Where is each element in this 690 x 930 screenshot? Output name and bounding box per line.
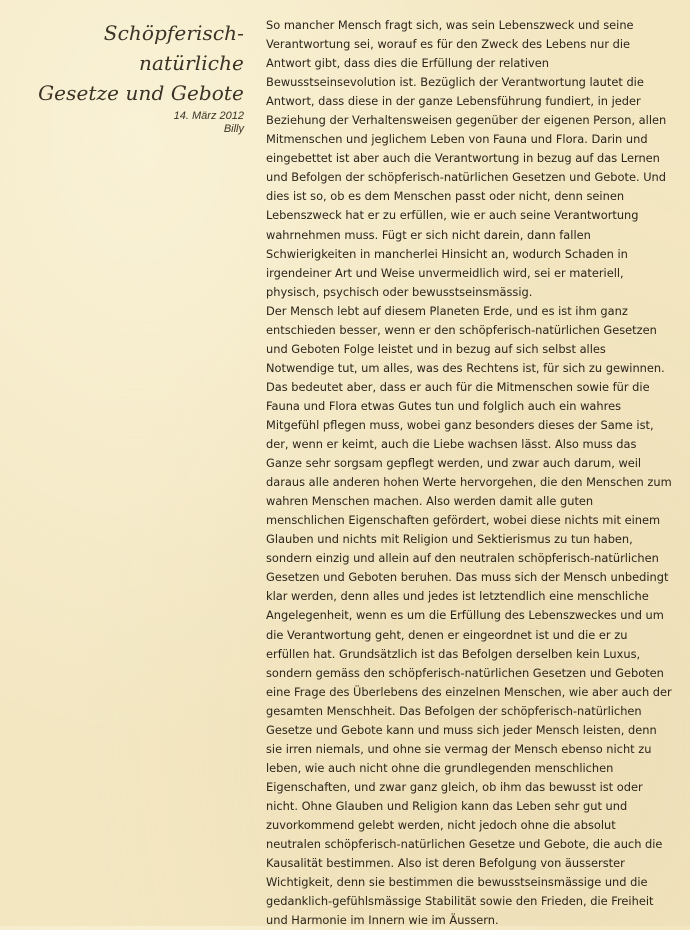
article-author: Billy [223,123,244,135]
article-title [0,18,244,108]
article-paragraph: Der Mensch lebt auf diesem Planeten Erde, und es ist ihm ganz entschieden besser, wenn er den schöpferisch-natürlichen Gesetzen und Geboten Folge leistet und in bezug auf sich selbst alles Notwendige tut, um alles, was des Rechtens ist, für sich zu gewinnen. Das bedeutet aber, dass er auch für die Mitmenschen sowie für die Fauna und Flora etwas Gutes tun und folglich auch ein wahres Mitgefühl pflegen muss, wobei ganz besonders dieses der Same ist, der, wenn er keimt, auch die Liebe wachsen lässt. Also muss das Ganze sehr sorgsam gepflegt werden, und zwar auch darum, weil daraus alle anderen hohen Werte hervorgehen, die den Menschen zum wahren Menschen machen. Also werden damit alle guten menschlichen Eigenschaften gefördert, wobei diese nichts mit einem Glauben und nichts mit Religion und Sektierismus zu tun haben, sondern einzig und allein auf den neutralen schöpferisch-natürlichen Gesetzen und Geboten beruhen. Das muss sich der Mensch unbedingt klar werden, denn alles und jedes ist letztendlich eine menschliche Angelegenheit, wenn es um die Erfüllung des Lebenszweckes und um die Verantwortung geht, denen er eingeordnet ist und die er zu erfüllen hat. Grundsätzlich ist das Befolgen derselben kein Luxus, sondern gemäss den schöpferisch-natürlichen Gesetzen und Geboten eine Frage des Überlebens des einzelnen Menschen, wie aber auch der gesamten Menschheit. Das Befolgen der schöpferisch-natürlichen Gesetze und Gebote kann und muss sich jeder Mensch leisten, denn sie irren niemals, und ohne sie vermag der Mensch ebenso nicht zu leben, wie auch nicht ohne die grundlegenden menschlichen Eigenschaften, und zwar ganz gleich, ob ihm das bewusst ist oder nicht. Ohne Glauben und Religion kann das Leben sehr gut und zuvorkommend gelebt werden, nicht jedoch ohne die absolut neutralen schöpferisch-natürlichen Gesetze und Gebote, die auch die Kausalität bestimmen. Also ist deren Befolgung von äusserster Wichtigkeit, denn sie bestimmen die bewusstseinsmässige und die gedanklich-gefühlsmässige Stabilität sowie den Frieden, die Freiheit und Harmonie im Innern wie im Äussern. [266,303,672,928]
article-title-line-2: Gesetze und Gebote [38,81,244,105]
article-title-line-1: Schöpferisch-natürliche [103,21,244,75]
article-body [266,16,674,930]
article-meta [0,110,244,136]
article-date: 14. März 2012 [173,110,244,122]
article-paragraph: So mancher Mensch fragt sich, was sein Lebenszweck und seine Verantwortung sei, worauf es für den Zweck des Lebens nur die Antwort gibt, dass dies die Erfüllung der relativen Bewusstseinsevolution ist. Bezüglich der Verantwortung lautet die Antwort, dass diese in der ganze Lebensführung fundiert, in jeder Beziehung der Verhaltensweisen gegenüber der eigenen Person, allen Mitmenschen und jeglichem Leben von Fauna und Flora. Darin und eingebettet ist aber auch die Verantwortung in bezug auf das Lernen und Befolgen der schöpferisch-natürlichen Gesetzen und Gebote. Und dies ist so, ob es dem Menschen passt oder nicht, denn seinen Lebenszweck hat er zu erfüllen, wie er auch seine Verantwortung wahrnehmen muss. Fügt er sich nicht darein, dann fallen Schwierigkeiten in mancherlei Hinsicht an, wodurch Schaden in irgendeiner Art und Weise unvermeidlich wird, sei er materiell, physisch, psychisch oder bewusstseinsmässig. [266,18,667,299]
article-header [0,18,244,136]
